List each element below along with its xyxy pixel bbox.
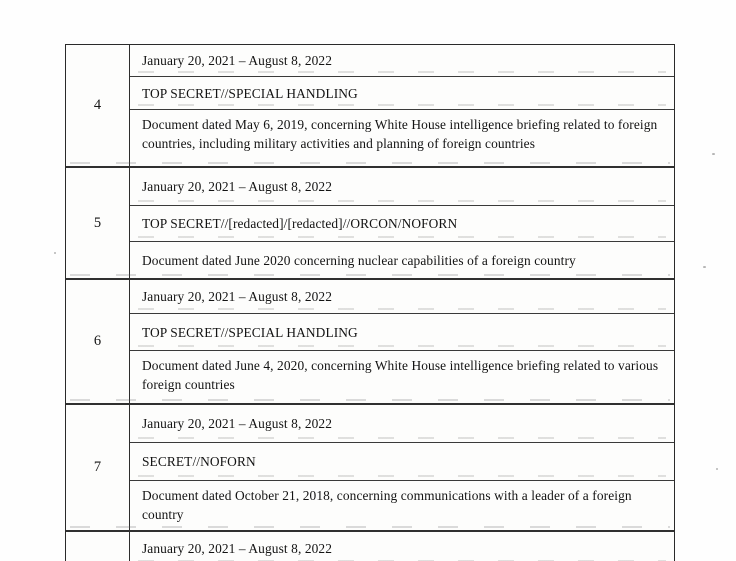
scan-speck: [54, 252, 56, 254]
table-row: [66, 278, 674, 403]
row-number: [66, 532, 130, 561]
row-number: 4: [66, 45, 130, 166]
description-cell: Document dated June 2020 concerning nuclear capabilities of a foreign country: [130, 241, 674, 278]
period-cell: January 20, 2021 – August 8, 2022: [142, 541, 333, 557]
table-row-partial: [66, 530, 674, 561]
description-cell: Document dated May 6, 2019, concerning White House intelligence briefing related to foreign countries, including military activities and planning of foreign countries: [130, 109, 674, 166]
period-cell: January 20, 2021 – August 8, 2022: [142, 289, 333, 305]
classification-cell: TOP SECRET//[redacted]/[redacted]//ORCON/NOFORN: [130, 205, 674, 241]
row-number: 7: [66, 405, 130, 530]
classification-cell: SECRET//NOFORN: [130, 442, 674, 480]
table-row: [66, 403, 674, 530]
classified-documents-table: [65, 44, 675, 561]
classification-cell: TOP SECRET//SPECIAL HANDLING: [130, 76, 674, 109]
classification-cell: TOP SECRET//SPECIAL HANDLING: [130, 313, 674, 350]
scan-speck: [716, 468, 718, 470]
scan-speck: [703, 266, 706, 268]
row-number: 5: [66, 168, 130, 278]
period-cell: January 20, 2021 – August 8, 2022: [142, 416, 333, 432]
scan-speck: [712, 153, 715, 155]
table-row: [66, 45, 674, 166]
period-cell: January 20, 2021 – August 8, 2022: [142, 179, 333, 195]
description-cell: Document dated June 4, 2020, concerning White House intelligence briefing related to various foreign countries: [130, 350, 674, 403]
table-row: [66, 166, 674, 278]
description-cell: Document dated October 21, 2018, concerning communications with a leader of a foreign country: [130, 480, 674, 530]
period-cell: January 20, 2021 – August 8, 2022: [142, 53, 333, 69]
row-number: 6: [66, 280, 130, 403]
